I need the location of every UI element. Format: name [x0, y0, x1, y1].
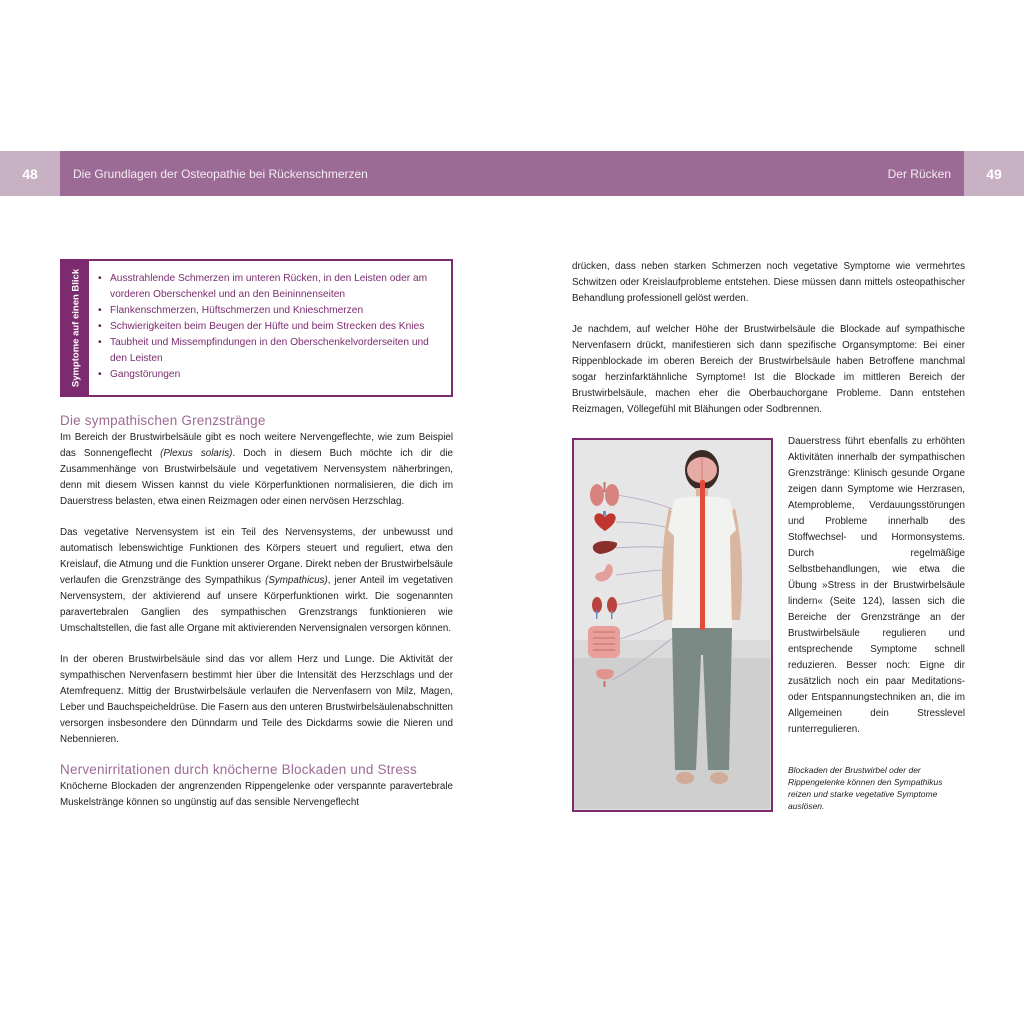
- page-number-left: 48: [0, 151, 60, 196]
- running-title-left: Die Grundlagen der Osteopathie bei Rückenschmerzen: [73, 166, 368, 181]
- paragraph: In der oberen Brustwirbelsäule sind das vor allem Herz und Lunge. Die Aktivität der sympathischen Nervenfasern bestimmt hier über die Intensität des Herzschlags und der Atemfrequenz. Mittig der Brustwirbelsäule verlaufen die Nervenfasern von Milz, Magen, Leber und Bauchspeicheldrüse. Die Fasern aus den unteren Brustwirbelsäulenabschnitten versorgen insbesondere den Dünndarm und Teile des Dickdarms sowie die Nieren und Nebennieren.: [60, 654, 453, 745]
- figure-caption: Blockaden der Brustwirbel oder der Rippengelenke können den Sympathikus reizen und starke vegetative Symptome auslösen.: [788, 765, 943, 811]
- latin-term: (Plexus solaris): [160, 448, 233, 459]
- paragraph: Das vegetative Nervensystem ist ein Teil des Nervensystems, der unbewusst und automatisch lebenswichtige Funktionen des Körpers steuert und reguliert, etwa den Kreislauf, die Atmung und die Funktion unserer Organe. Direkt neben der Brustwirbelsäule verlaufen die Grenzstränge des Sympathikus (Sympathicus), jener Anteil im vegetativen Nervensystem, der aktivierend auf unsere Körperfunktionen wirkt. Die sogenannten paravertebralen Ganglien des sympathischen Grenzstrangs funktionieren wie Umschaltstellen, die fast alle Organe mit aktivierenden Nervensignalen versorgen können.: [60, 527, 453, 634]
- paragraph: Dauerstress führt ebenfalls zu erhöhten Aktivitäten innerhalb der sympathischen Grenzstränge: Klinisch gesunde Organe zeigen dann Symptome wie Herzrasen, Atemprobleme, Verdauungsstörungen und Probleme innerhalb des Stoffwechsel- und Hormonsystems. Durch regelmäßige Selbstbehandlungen, wie etwa die Übung »Stress in der Brustwirbelsäule lindern« (Seite 124), lassen sich die Bereiche der Grenzstränge an der Brustwirbelsäule regulieren und entsprechende Symptome schnell reduzieren. Besser noch: Eigne dir zusätzlich noch ein paar Meditations- oder Entspannungstechniken an, die im Allgemeinen dein Stresslevel runterregulieren.: [788, 436, 965, 735]
- symptom-item: • Gangstörungen: [97, 367, 443, 383]
- running-header-bar: [0, 151, 1024, 196]
- right-side-text: [788, 434, 965, 738]
- intestines-icon: [588, 626, 620, 658]
- paragraph: Knöcherne Blockaden der angrenzenden Rippengelenke oder verspannte paravertebrale Muskelstränge können so ungünstig auf das sensible Nervengeflecht: [60, 781, 453, 808]
- symptom-item: • Ausstrahlende Schmerzen im unteren Rücken, in den Leisten oder am vorderen Oberschenkel und an den Beininnenseiten: [97, 271, 443, 303]
- symptom-item: • Schwierigkeiten beim Beugen der Hüfte und beim Strecken des Knies: [97, 319, 443, 335]
- symptom-item: • Flankenschmerzen, Hüftschmerzen und Knieschmerzen: [97, 303, 443, 319]
- paragraph: Im Bereich der Brustwirbelsäule gibt es noch weitere Nervengeflechte, wie zum Beispiel das Sonnengeflecht (Plexus solaris). Doch in diesem Buch möchte ich dir die Zusammenhänge von Brustwirbelsäule und vegetativem Nervensystem näherbringen, denn mit diesem Wissen kannst du viele Körperfunktionen normalisieren, die dich im Dauerstress belasten, etwa einen Reizmagen oder einen nervösen Herzschlag.: [60, 432, 453, 507]
- figure-back-organs: [572, 438, 773, 812]
- symptom-box-tab-label: Symptome auf einen Blick: [70, 268, 81, 388]
- running-title-right: Der Rücken: [887, 166, 951, 181]
- latin-term: (Sympathicus): [265, 575, 328, 586]
- section-heading-grenzstraenge: Die sympathischen Grenzstränge: [60, 413, 266, 428]
- paragraph: drücken, dass neben starken Schmerzen noch vegetative Symptome wie vermehrtes Schwitzen oder Kreislaufprobleme entstehen. Diese müssen dann mittels osteopathischer Behandlung professionell gelöst werden.: [572, 261, 965, 304]
- figure-illustration: [574, 440, 770, 809]
- section-heading-blockaden: Nervenirritationen durch knöcherne Blockaden und Stress: [60, 762, 417, 777]
- page-number-right: 49: [964, 151, 1024, 196]
- right-page-column: [572, 259, 965, 418]
- left-page-column: [60, 259, 453, 811]
- paragraph: Je nachdem, auf welcher Höhe der Brustwirbelsäule die Blockade auf sympathische Nervenfasern drückt, manifestieren sich dann spezifische Organsymptome: Bei einer Rippenblockade im oberen Bereich der Brustwirbelsäule haben Betroffene manchmal sogar herzinfarktähnliche Symptome! Ist die Blockade im mittleren Bereich der Brustwirbelsäule, machen eher die Oberbauchorgane Probleme. Dann entstehen Reizmagen, Völlegefühl mit Blähungen oder Sodbrennen.: [572, 324, 965, 415]
- symptom-list: [89, 261, 451, 395]
- symptom-box: [60, 259, 453, 397]
- spine-highlight: [700, 480, 705, 630]
- symptom-box-tab: [62, 261, 89, 395]
- symptom-item: • Taubheit und Missempfindungen in den Oberschenkelvorderseiten und den Leisten: [97, 335, 443, 367]
